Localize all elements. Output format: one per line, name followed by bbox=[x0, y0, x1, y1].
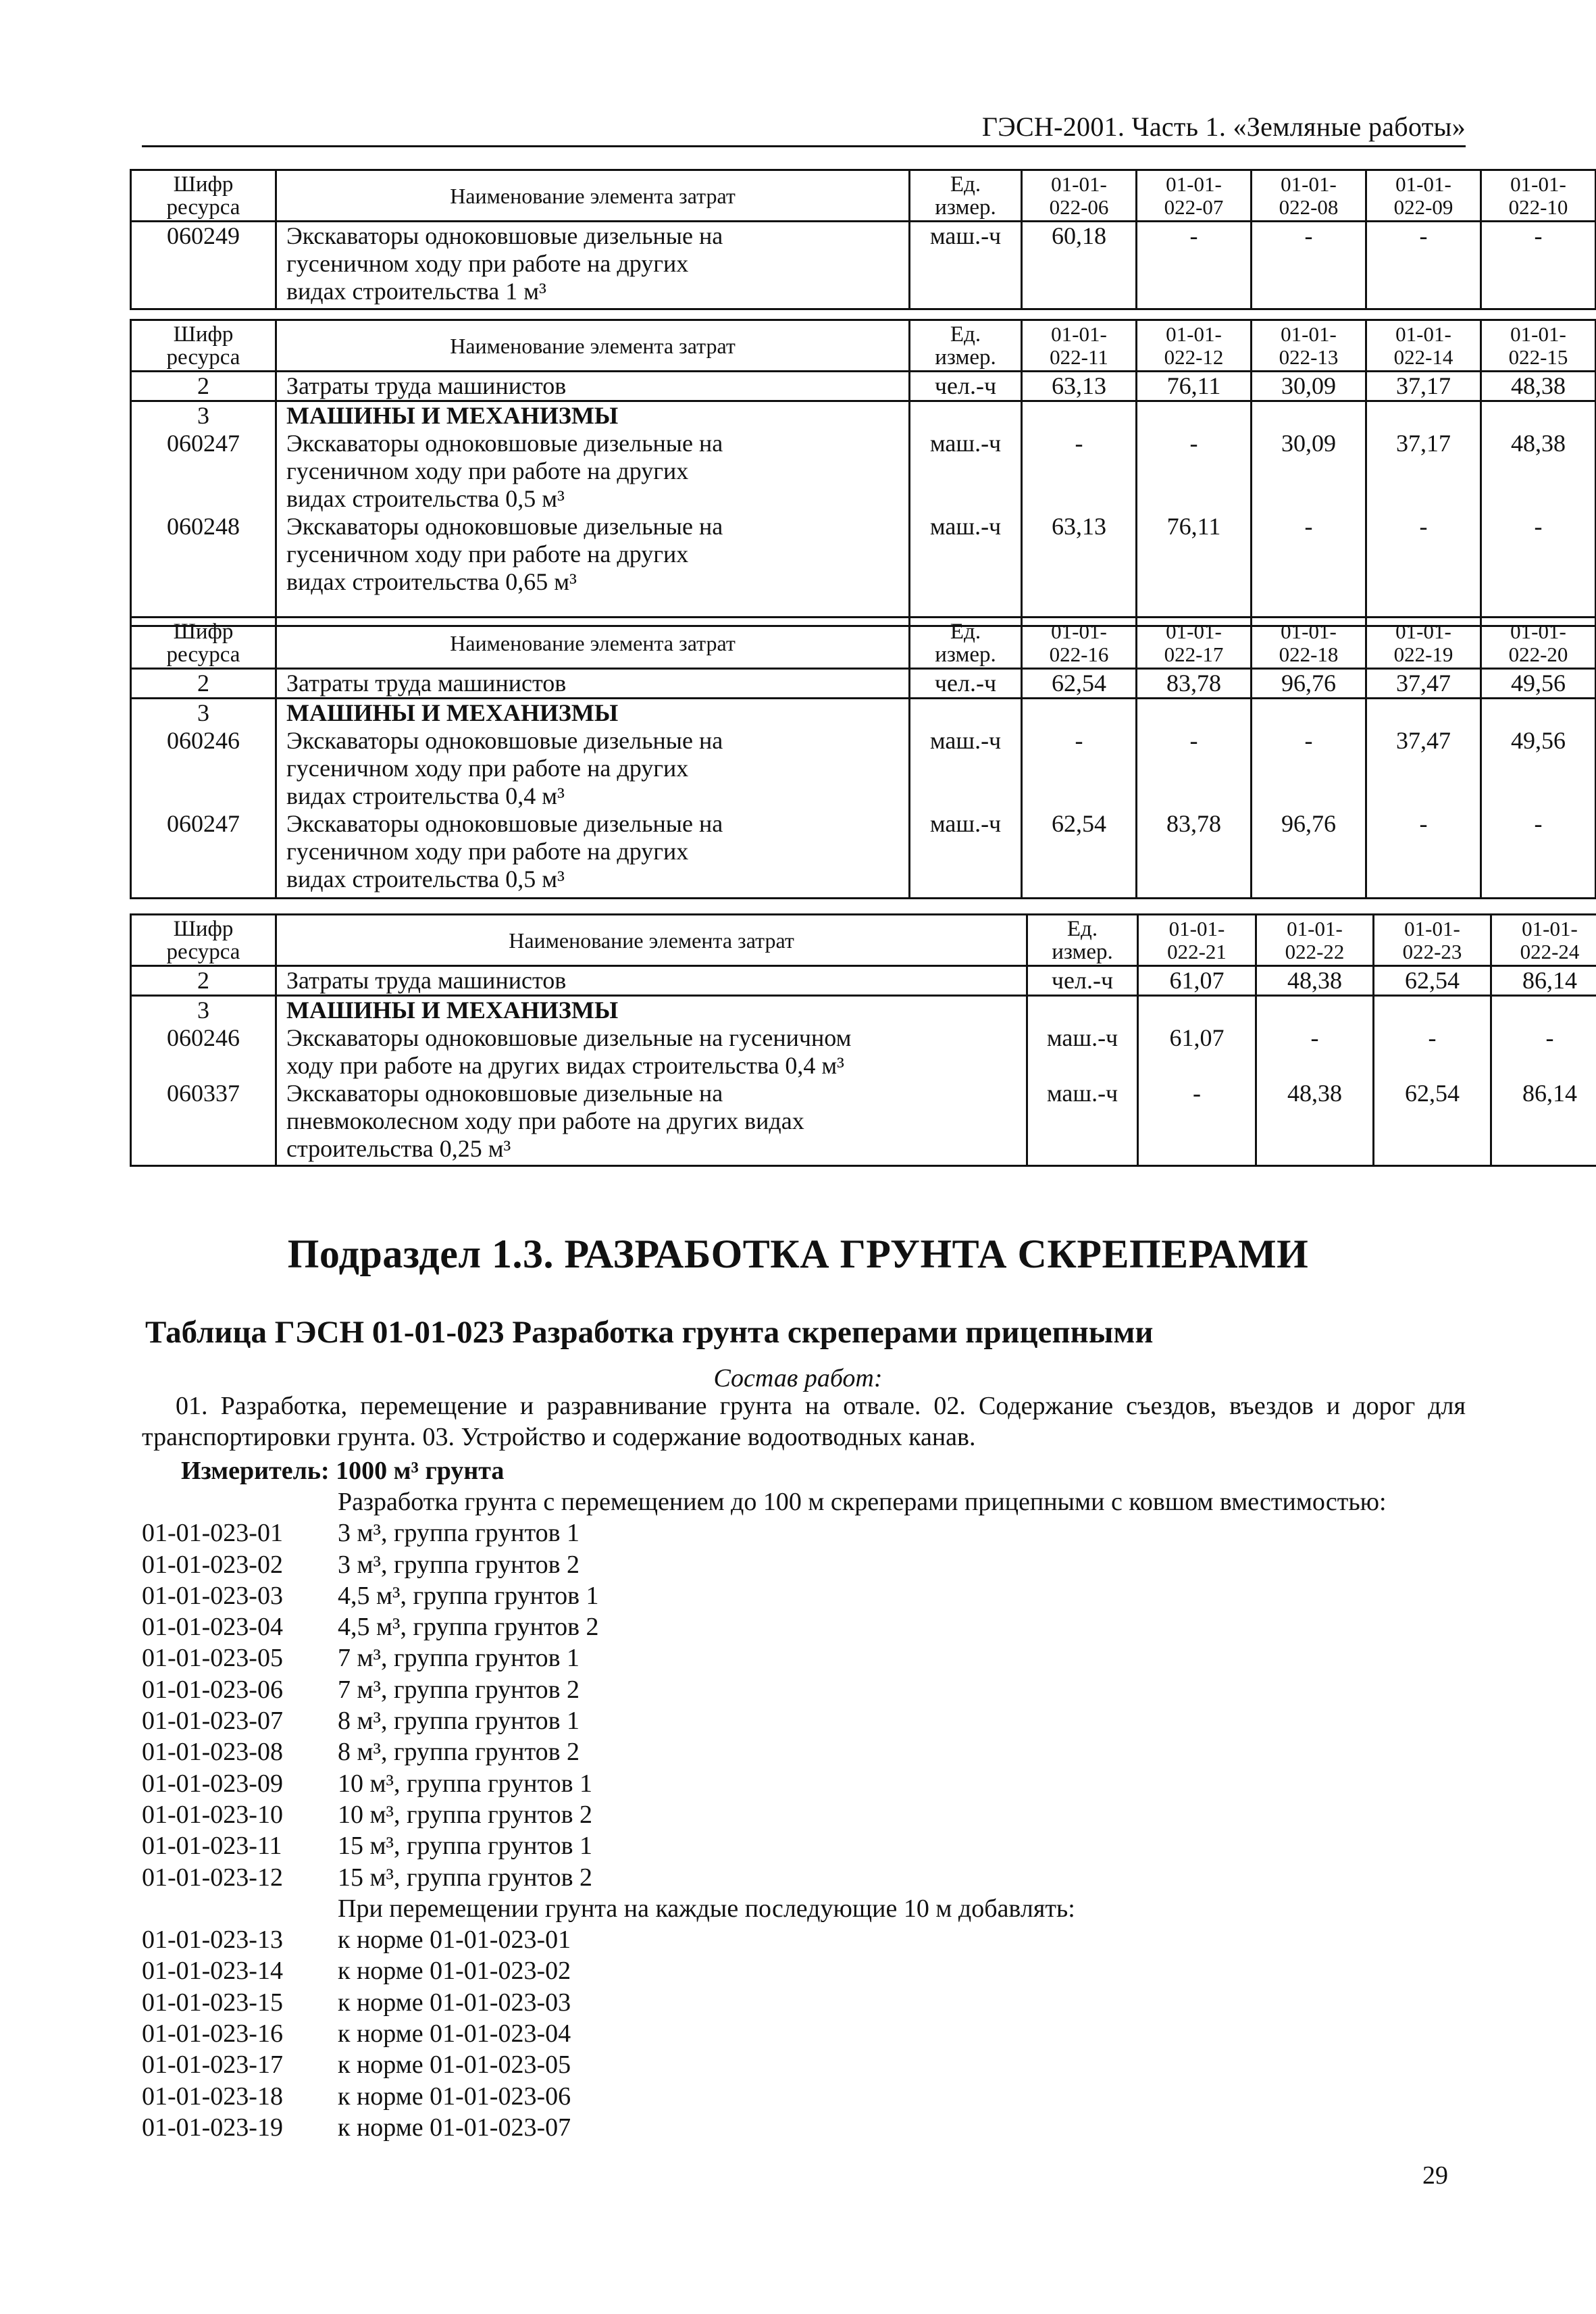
resource-names: МАШИНЫ И МЕХАНИЗМЫ Экскаваторы одноковшовые дизельные на гусеничном ходу при работе на других видах строительства 0,4 м³ Экскаваторы одноковшовые дизельные на пневмоколесном ходу при работе на других видах строительства 0,25 м³ bbox=[276, 996, 1027, 1166]
labor-unit: чел.-ч bbox=[910, 669, 1022, 699]
norm-code: 01-01-023-07 bbox=[142, 1707, 283, 1736]
labor-value: 49,56 bbox=[1481, 669, 1596, 699]
norm-description: 7 м³, группа грунтов 2 bbox=[338, 1675, 580, 1704]
header-unit: Ед. измер. bbox=[910, 618, 1022, 669]
column-header: 01-01- 022-12 bbox=[1137, 320, 1252, 372]
column-header: 01-01- 022-23 bbox=[1374, 915, 1491, 966]
norm-description: 10 м³, группа грунтов 1 bbox=[338, 1769, 593, 1798]
norm-code: 01-01-023-11 bbox=[142, 1832, 282, 1861]
norm-code: 01-01-023-03 bbox=[142, 1581, 283, 1610]
norm-code: 01-01-023-09 bbox=[142, 1769, 283, 1798]
resource-values: - 48,38 bbox=[1256, 996, 1374, 1166]
norm-description: 10 м³, группа грунтов 2 bbox=[338, 1800, 593, 1829]
header-name: Наименование элемента затрат bbox=[276, 618, 910, 669]
norm-row bbox=[142, 1736, 1466, 1767]
labor-value: 37,47 bbox=[1366, 669, 1481, 699]
norm-row bbox=[142, 1642, 1466, 1674]
header-code: Шифр ресурса bbox=[131, 320, 276, 372]
category-heading: МАШИНЫ И МЕХАНИЗМЫ bbox=[286, 699, 619, 726]
norm-row bbox=[142, 1517, 1466, 1549]
norm-list-additional bbox=[142, 1924, 1466, 2143]
norm-code: 01-01-023-19 bbox=[142, 2113, 283, 2142]
norm-description: 15 м³, группа грунтов 1 bbox=[338, 1832, 593, 1861]
resource-names: МАШИНЫ И МЕХАНИЗМЫ Экскаваторы одноковшовые дизельные на гусеничном ходу при работе на других видах строительства 0,5 м³ Экскаваторы одноковшовые дизельные на гусеничном ходу при работе на других видах строительства 0,65 м³ bbox=[276, 401, 910, 626]
column-header: 01-01- 022-14 bbox=[1366, 320, 1481, 372]
norm-description: к норме 01-01-023-03 bbox=[338, 1988, 571, 2017]
header-unit: Ед. измер. bbox=[1027, 915, 1138, 966]
norm-description: к норме 01-01-023-05 bbox=[338, 2051, 571, 2080]
resource-codes: 3 060246 060337 bbox=[131, 996, 276, 1166]
norm-description: 4,5 м³, группа грунтов 2 bbox=[338, 1613, 599, 1642]
norm-code: 01-01-023-04 bbox=[142, 1613, 283, 1642]
labor-row bbox=[131, 966, 1596, 996]
norm-description: 8 м³, группа грунтов 1 bbox=[338, 1707, 580, 1736]
norm-description: к норме 01-01-023-06 bbox=[338, 2082, 571, 2111]
labor-name: Затраты труда машинистов bbox=[276, 966, 1027, 996]
resource-values: - 83,78 bbox=[1137, 699, 1252, 899]
norm-row bbox=[142, 1768, 1466, 1799]
column-header: 01-01- 022-21 bbox=[1138, 915, 1256, 966]
table-header-row bbox=[131, 618, 1596, 669]
header-name: Наименование элемента затрат bbox=[276, 915, 1027, 966]
resource-values: 49,56 - bbox=[1481, 699, 1596, 899]
resource-values: 30,09 - bbox=[1252, 401, 1366, 626]
norm-description: 15 м³, группа грунтов 2 bbox=[338, 1863, 593, 1892]
resource-values: 37,17 - bbox=[1366, 401, 1481, 626]
resource-codes: 3 060246 060247 bbox=[131, 699, 276, 899]
column-header: 01-01- 022-11 bbox=[1022, 320, 1137, 372]
labor-value: 37,17 bbox=[1366, 372, 1481, 401]
norm-row bbox=[142, 1611, 1466, 1642]
column-header: 01-01- 022-06 bbox=[1022, 170, 1137, 222]
resource-name: Экскаваторы одноковшовые дизельные на гусеничном ходу при работе на других видах строительства 1 м³ bbox=[276, 222, 910, 309]
composition-text: 01. Разработка, перемещение и разравнивание грунта на отвале. 02. Содержание съездов, въездов и дорог для транспортировки грунта. 03. Устройство и содержание водоотводных канав. bbox=[142, 1392, 1466, 1451]
norm-code: 01-01-023-16 bbox=[142, 2019, 283, 2048]
resource-values: - 62,54 bbox=[1374, 996, 1491, 1166]
norm-code: 01-01-023-14 bbox=[142, 1957, 283, 1986]
column-header: 01-01- 022-17 bbox=[1137, 618, 1252, 669]
header-unit: Ед. измер. bbox=[910, 320, 1022, 372]
norm-description: к норме 01-01-023-01 bbox=[338, 1926, 571, 1955]
column-header: 01-01- 022-20 bbox=[1481, 618, 1596, 669]
norm-code: 01-01-023-01 bbox=[142, 1519, 283, 1548]
resource-units: маш.-ч маш.-ч bbox=[1027, 996, 1138, 1166]
resource-table-1 bbox=[130, 169, 1596, 310]
labor-value: 48,38 bbox=[1256, 966, 1374, 996]
norm-code: 01-01-023-15 bbox=[142, 1988, 283, 2017]
resource-units: маш.-ч маш.-ч bbox=[910, 699, 1022, 899]
labor-value: 61,07 bbox=[1138, 966, 1256, 996]
resource-codes: 3 060247 060248 bbox=[131, 401, 276, 626]
header-code: Шифр ресурса bbox=[131, 170, 276, 222]
table-header-row bbox=[131, 170, 1596, 222]
labor-unit: чел.-ч bbox=[1027, 966, 1138, 996]
column-header: 01-01- 022-07 bbox=[1137, 170, 1252, 222]
resource-row bbox=[131, 222, 1596, 309]
norm-row bbox=[142, 1924, 1466, 1955]
header-name: Наименование элемента затрат bbox=[276, 320, 910, 372]
running-header-text: ГЭСН-2001. Часть 1. «Земляные работы» bbox=[981, 111, 1466, 142]
resource-names: МАШИНЫ И МЕХАНИЗМЫ Экскаваторы одноковшовые дизельные на гусеничном ходу при работе на других видах строительства 0,4 м³ Экскаваторы одноковшовые дизельные на гусеничном ходу при работе на других видах строительства 0,5 м³ bbox=[276, 699, 910, 899]
labor-value: 62,54 bbox=[1374, 966, 1491, 996]
resource-value: - bbox=[1366, 222, 1481, 309]
labor-value: 83,78 bbox=[1137, 669, 1252, 699]
norm-code: 01-01-023-05 bbox=[142, 1644, 283, 1673]
resource-value: - bbox=[1137, 222, 1252, 309]
labor-name: Затраты труда машинистов bbox=[276, 669, 910, 699]
labor-value: 62,54 bbox=[1022, 669, 1137, 699]
labor-value: 63,13 bbox=[1022, 372, 1137, 401]
norm-description: 8 м³, группа грунтов 2 bbox=[338, 1738, 580, 1767]
norm-list-primary bbox=[142, 1517, 1466, 1893]
column-header: 01-01- 022-19 bbox=[1366, 618, 1481, 669]
norm-row bbox=[142, 1830, 1466, 1861]
header-code: Шифр ресурса bbox=[131, 618, 276, 669]
norm-code: 01-01-023-10 bbox=[142, 1800, 283, 1829]
norm-row bbox=[142, 1580, 1466, 1611]
resource-values: - 76,11 bbox=[1137, 401, 1252, 626]
norm-row bbox=[142, 1705, 1466, 1736]
resource-value: - bbox=[1252, 222, 1366, 309]
machines-group bbox=[131, 699, 1596, 899]
norm-description: 3 м³, группа грунтов 2 bbox=[338, 1550, 580, 1579]
norm-row bbox=[142, 2081, 1466, 2112]
column-header: 01-01- 022-16 bbox=[1022, 618, 1137, 669]
labor-row bbox=[131, 669, 1596, 699]
column-header: 01-01- 022-13 bbox=[1252, 320, 1366, 372]
norm-row bbox=[142, 1549, 1466, 1580]
norm-row bbox=[142, 1799, 1466, 1830]
table-header-row bbox=[131, 320, 1596, 372]
resource-values: 61,07 - bbox=[1138, 996, 1256, 1166]
column-header: 01-01- 022-15 bbox=[1481, 320, 1596, 372]
labor-code: 2 bbox=[131, 372, 276, 401]
header-code: Шифр ресурса bbox=[131, 915, 276, 966]
norm-row bbox=[142, 2112, 1466, 2143]
resource-code: 060249 bbox=[131, 222, 276, 309]
resource-table-2 bbox=[130, 319, 1596, 627]
labor-name: Затраты труда машинистов bbox=[276, 372, 910, 401]
labor-value: 48,38 bbox=[1481, 372, 1596, 401]
machines-group bbox=[131, 996, 1596, 1166]
column-header: 01-01- 022-24 bbox=[1491, 915, 1596, 966]
norm-description: к норме 01-01-023-07 bbox=[338, 2113, 571, 2142]
table-title: Таблица ГЭСН 01-01-023 Разработка грунта скреперами прицепными bbox=[145, 1315, 1154, 1350]
norm-code: 01-01-023-18 bbox=[142, 2082, 283, 2111]
table-header-row bbox=[131, 915, 1596, 966]
resource-values: 48,38 - bbox=[1481, 401, 1596, 626]
column-header: 01-01- 022-18 bbox=[1252, 618, 1366, 669]
labor-unit: чел.-ч bbox=[910, 372, 1022, 401]
resource-table-4 bbox=[130, 913, 1596, 1167]
norm-description: 4,5 м³, группа грунтов 1 bbox=[338, 1581, 599, 1610]
labor-value: 76,11 bbox=[1137, 372, 1252, 401]
resource-value: - bbox=[1481, 222, 1596, 309]
norm-description: 3 м³, группа грунтов 1 bbox=[338, 1519, 580, 1548]
norm-row bbox=[142, 2018, 1466, 2049]
header-unit: Ед. измер. bbox=[910, 170, 1022, 222]
resource-unit: маш.-ч bbox=[910, 222, 1022, 309]
category-heading: МАШИНЫ И МЕХАНИЗМЫ bbox=[286, 997, 619, 1024]
section-title: Подраздел 1.3. РАЗРАБОТКА ГРУНТА СКРЕПЕРАМИ bbox=[287, 1232, 1309, 1276]
labor-code: 2 bbox=[131, 669, 276, 699]
norm-description: к норме 01-01-023-04 bbox=[338, 2019, 571, 2048]
labor-value: 86,14 bbox=[1491, 966, 1596, 996]
norm-row bbox=[142, 1987, 1466, 2018]
labor-code: 2 bbox=[131, 966, 276, 996]
norm-code: 01-01-023-06 bbox=[142, 1675, 283, 1704]
norm-code: 01-01-023-02 bbox=[142, 1550, 283, 1579]
category-heading: МАШИНЫ И МЕХАНИЗМЫ bbox=[286, 402, 619, 429]
norm-row bbox=[142, 2049, 1466, 2080]
norm-code: 01-01-023-12 bbox=[142, 1863, 283, 1892]
norm-description: 7 м³, группа грунтов 1 bbox=[338, 1644, 580, 1673]
norm-code: 01-01-023-08 bbox=[142, 1738, 283, 1767]
norm-intro: Разработка грунта с перемещением до 100 м скреперами прицепными с ковшом вместимостью: bbox=[338, 1488, 1387, 1516]
norm-code: 01-01-023-13 bbox=[142, 1926, 283, 1955]
machines-group bbox=[131, 401, 1596, 626]
norm-description: к норме 01-01-023-02 bbox=[338, 1957, 571, 1986]
labor-value: 30,09 bbox=[1252, 372, 1366, 401]
norm-row bbox=[142, 1955, 1466, 1986]
page-number: 29 bbox=[1422, 2161, 1448, 2190]
norm-row bbox=[142, 1674, 1466, 1705]
header-name: Наименование элемента затрат bbox=[276, 170, 910, 222]
resource-values: - 63,13 bbox=[1022, 401, 1137, 626]
norm-intro-additional: При перемещении грунта на каждые последующие 10 м добавлять: bbox=[338, 1894, 1075, 1923]
resource-value: 60,18 bbox=[1022, 222, 1137, 309]
column-header: 01-01- 022-22 bbox=[1256, 915, 1374, 966]
running-header bbox=[142, 105, 1466, 147]
measure-unit: Измеритель: 1000 м³ грунта bbox=[181, 1457, 505, 1485]
resource-values: - 96,76 bbox=[1252, 699, 1366, 899]
norm-row bbox=[142, 1862, 1466, 1893]
column-header: 01-01- 022-08 bbox=[1252, 170, 1366, 222]
resource-units: маш.-ч маш.-ч bbox=[910, 401, 1022, 626]
resource-values: - 86,14 bbox=[1491, 996, 1596, 1166]
labor-value: 96,76 bbox=[1252, 669, 1366, 699]
column-header: 01-01- 022-09 bbox=[1366, 170, 1481, 222]
composition-title: Состав работ: bbox=[713, 1364, 883, 1392]
column-header: 01-01- 022-10 bbox=[1481, 170, 1596, 222]
labor-row bbox=[131, 372, 1596, 401]
norm-code: 01-01-023-17 bbox=[142, 2051, 283, 2080]
norm-list bbox=[142, 1486, 1466, 2143]
resource-table-3 bbox=[130, 616, 1596, 899]
resource-values: 37,47 - bbox=[1366, 699, 1481, 899]
resource-values: - 62,54 bbox=[1022, 699, 1137, 899]
